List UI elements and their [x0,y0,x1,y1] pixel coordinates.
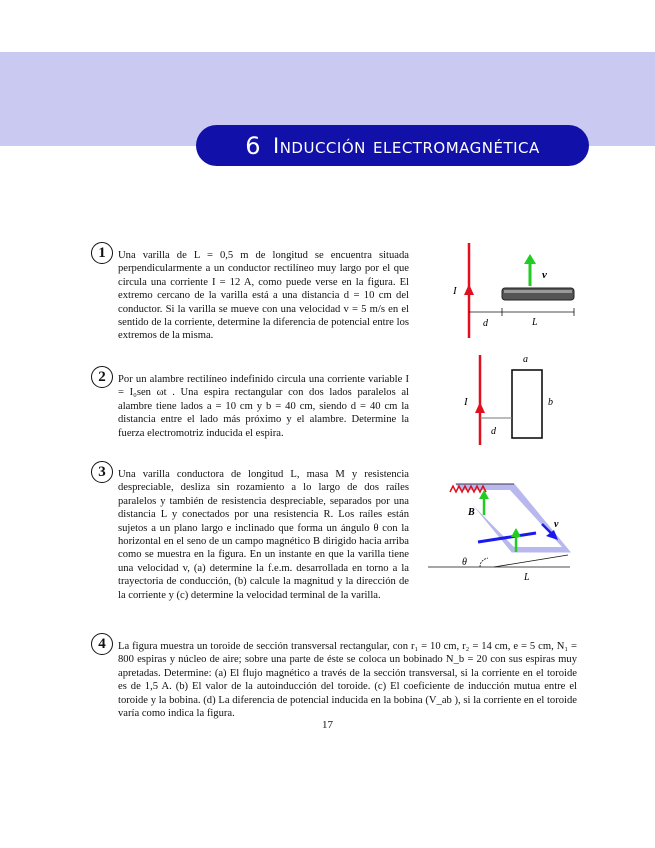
distance-label: d [483,318,488,329]
velocity-arrow-icon [524,254,536,264]
problem-number: 1 [91,242,113,264]
page-number: 17 [322,719,333,731]
velocity-label: v [554,519,559,530]
velocity-label: v [542,269,547,281]
figure-inclined-rails [418,470,578,595]
figure-wire-loop [450,350,560,450]
current-label: I [464,396,468,408]
chapter-heading [196,125,589,166]
problem-number: 2 [91,366,113,388]
current-label: I [453,285,457,297]
field-label: B [468,507,475,518]
problem-number: 3 [91,461,113,483]
rod [502,288,574,300]
problem-text: Por un alambre rectilíneo indefinido circula una corriente variable I = I₀sen ωt . Una espira rectangular con dos lados paralelos al alambre tiene lados a = 10 cm y b = 40 cm, siendo d = 40 cm la distancia entre el lado más próximo y el alambre. Determine la fuerza electromotriz inducida el espira. [118,374,409,439]
side-a-label: a [523,354,528,365]
problem-text: Una varilla de L = 0,5 m de longitud se encuentra situada perpendicularmente a un conductor rectilíneo muy largo por el que circula una corriente I = 12 A, como puede verse en la figura. El extremo cercano de la varilla está a una distancia d = 10 cm del conductor. Si la varilla se mueve con una velocidad v = 5 m/s en el sentido de la corriente, determine la diferencia de potencial entre los extremos de la misma. [118,250,409,342]
side-b-label: b [548,397,553,408]
problem-text: Una varilla conductora de longitud L, masa M y resistencia despreciable, desliza sin rozamiento a lo largo de dos raíles paralelos y también de resistencia despreciable, separados por una distancia L y conectados por una resistencia R. Los raíles están sujetos a un plano largo e inclinado que forma un ángulo θ con la horizontal en el seno de un campo magnético B dirigido hacia arriba como se muestra en la figura. En un instante en que la varilla tiene una velocidad v, (a) determine la f.e.m. desarrollada en torno a la trayectoria de conducción, (b) calcule la magnitud y la dirección de la corriente y (c) determine la velocidad terminal de la varilla. [118,469,409,601]
problem-text: La figura muestra un toroide de sección transversal rectangular, con r₁ = 10 cm, r₂ = 14 cm, e = 5 cm, N₁ = 800 espiras y núcleo de aire; sobre una parte de éste se coloca un bobinado N_b = 20 con sus espiras muy apretadas. Determine: (a) El flujo magnético a través de la sección transversal, si la corriente en el toroide es de 1,5 A. (b) El valor de la autoinducción del toroide. (c) El coeficiente de inducción mutua entre el toroide y la bobina. (d) La diferencia de potencial inducida en la bobina (V_ab ), si la corriente en el toroide varía como indica la figura. [118,641,577,720]
length-label: L [524,572,530,583]
distance-label: d [491,426,496,437]
current-arrow-icon [475,402,485,413]
problem-number: 4 [91,633,113,655]
angle-label: θ [462,557,467,568]
current-arrow-icon [464,284,474,295]
length-label: L [532,317,538,328]
chapter-number: 6 [245,131,261,160]
chapter-title: Inducción electromagnética [273,133,540,158]
rectangular-loop [512,370,542,438]
figure-wire-rod [440,240,580,345]
